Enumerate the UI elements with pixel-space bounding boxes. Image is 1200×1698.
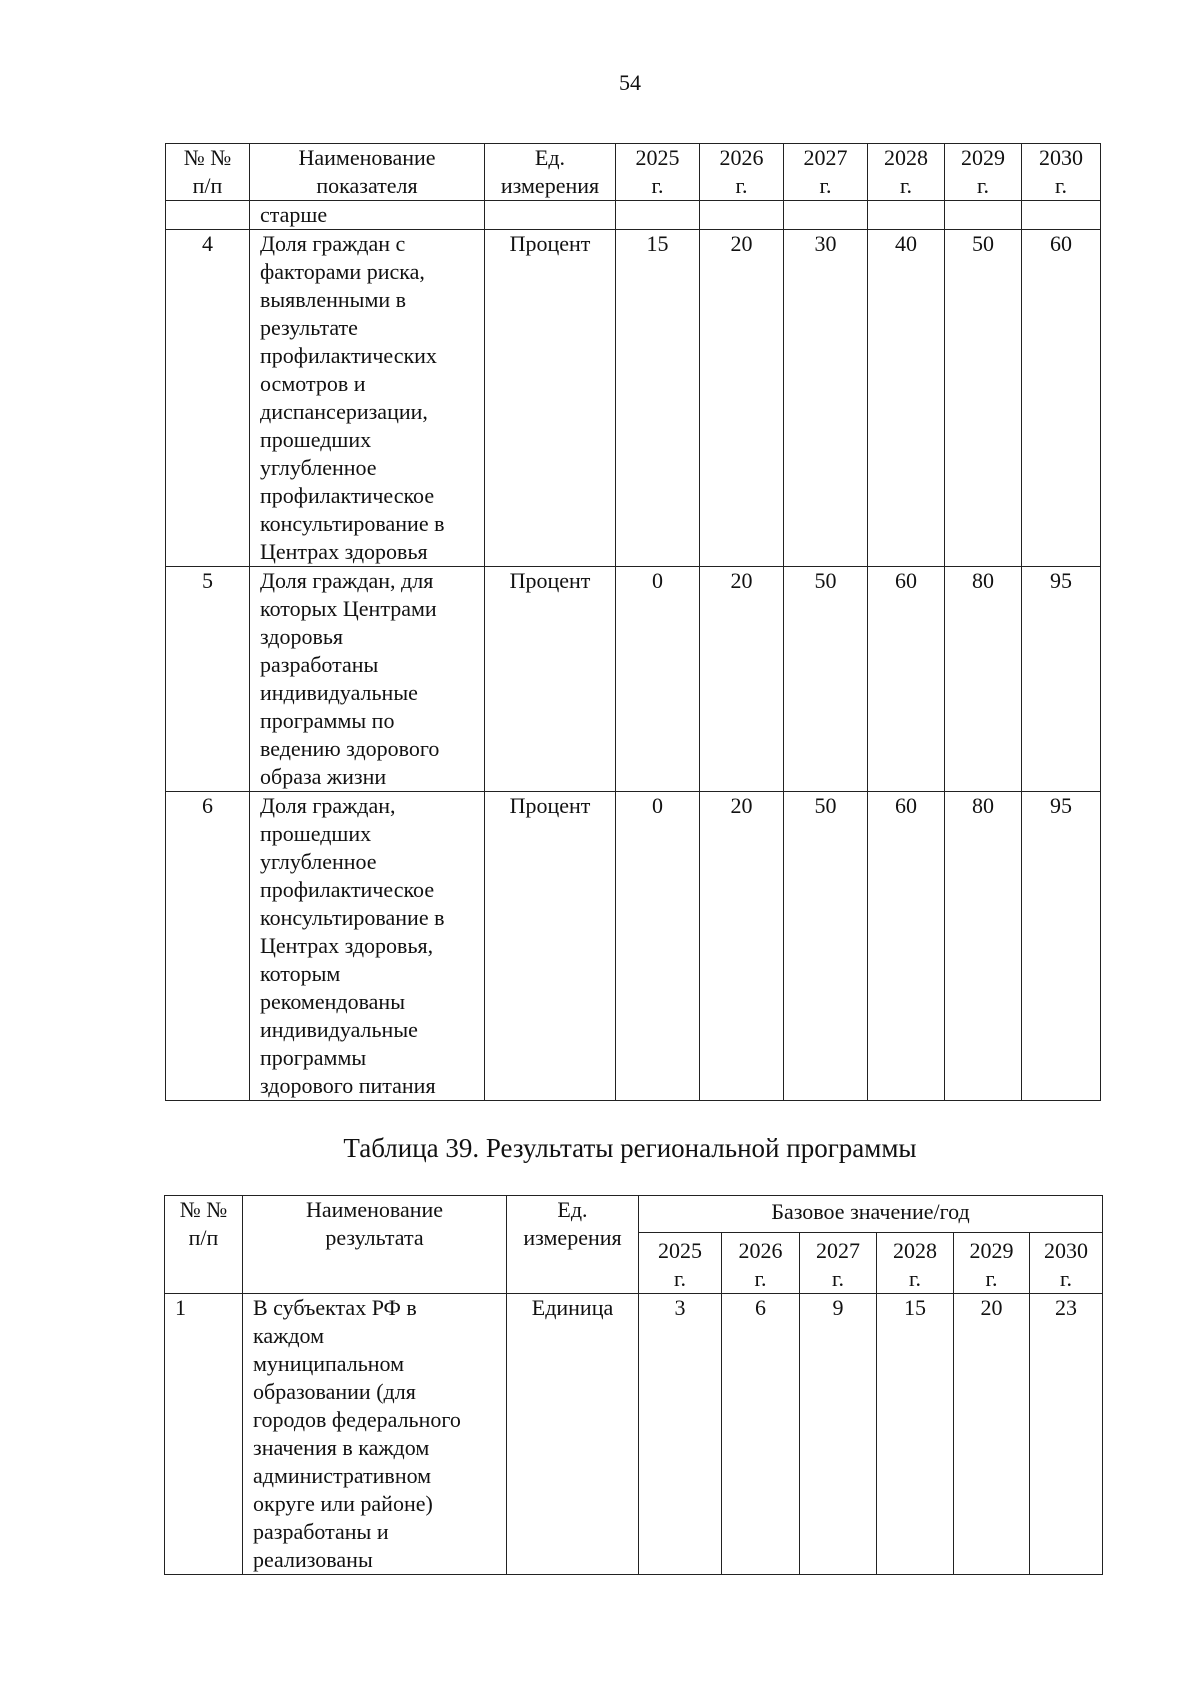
value-2027: 50 — [784, 567, 868, 792]
table-row — [166, 230, 1101, 567]
row-num: 6 — [166, 792, 250, 1101]
value-2026: 20 — [700, 230, 784, 567]
row-num: 4 — [166, 230, 250, 567]
row-unit: Процент — [485, 792, 616, 1101]
row-name: Доля граждан, для которых Центрами здоровья разработаны индивидуальные программы по ведению здорового образа жизни — [250, 567, 485, 792]
row-name: Доля граждан, прошедших углубленное профилактическое консультирование в Центрах здоровья, которым рекомендованы индивидуальные программы здорового питания — [250, 792, 485, 1101]
value-2027: 50 — [784, 792, 868, 1101]
value-2027: 9 — [800, 1294, 877, 1575]
header-year-2026: 2026 г. — [722, 1233, 800, 1294]
value-2025: 3 — [639, 1294, 722, 1575]
header-year-2030: 2030 г. — [1022, 144, 1101, 201]
row-unit: Единица — [507, 1294, 639, 1575]
header-unit: Ед. измерения — [485, 144, 616, 201]
header-year-2028: 2028 г. — [868, 144, 945, 201]
value-2029: 50 — [945, 230, 1022, 567]
value-2029: 80 — [945, 792, 1022, 1101]
header-num: № № п/п — [165, 1196, 243, 1294]
value-2025: 0 — [616, 792, 700, 1101]
value-2025: 15 — [616, 230, 700, 567]
header-year-2026: 2026 г. — [700, 144, 784, 201]
value-2026: 20 — [700, 567, 784, 792]
header-name: Наименование показателя — [250, 144, 485, 201]
header-year-2025: 2025 г. — [616, 144, 700, 201]
value-2030: 95 — [1022, 567, 1101, 792]
header-base-value: Базовое значение/год — [639, 1196, 1103, 1233]
value-2030: 60 — [1022, 230, 1101, 567]
row-name: Доля граждан с факторами риска, выявленными в результате профилактических осмотров и диспансеризации, прошедших углубленное профилактическое консультирование в Центрах здоровья — [250, 230, 485, 567]
value-2028: 40 — [868, 230, 945, 567]
value-2028: 60 — [868, 792, 945, 1101]
table-header-row — [165, 1196, 1103, 1233]
header-year-2029: 2029 г. — [954, 1233, 1030, 1294]
header-year-2027: 2027 г. — [784, 144, 868, 201]
header-unit: Ед. измерения — [507, 1196, 639, 1294]
table-header-row — [166, 144, 1101, 201]
value-2025: 0 — [616, 567, 700, 792]
table-caption: Таблица 39. Результаты региональной программы — [343, 1133, 917, 1163]
value-2028: 60 — [868, 567, 945, 792]
value-2029: 20 — [954, 1294, 1030, 1575]
header-year-2027: 2027 г. — [800, 1233, 877, 1294]
value-2029: 80 — [945, 567, 1022, 792]
table-row — [165, 1294, 1103, 1575]
header-year-2029: 2029 г. — [945, 144, 1022, 201]
header-year-2028: 2028 г. — [877, 1233, 954, 1294]
results-table — [164, 1195, 1103, 1575]
value-2027: 30 — [784, 230, 868, 567]
table-row-continuation — [166, 201, 1101, 230]
row-name: В субъектах РФ в каждом муниципальном образовании (для городов федерального значения в каждом административном округе или районе) разработаны и реализованы — [243, 1294, 507, 1575]
row-num: 1 — [165, 1294, 243, 1575]
header-num: № № п/п — [166, 144, 250, 201]
page-number: 54 — [619, 70, 641, 95]
header-name: Наименование результата — [243, 1196, 507, 1294]
value-2028: 15 — [877, 1294, 954, 1575]
continuation-text: старше — [250, 201, 485, 230]
header-year-2025: 2025 г. — [639, 1233, 722, 1294]
value-2026: 20 — [700, 792, 784, 1101]
row-unit: Процент — [485, 230, 616, 567]
row-num: 5 — [166, 567, 250, 792]
table-row — [166, 567, 1101, 792]
value-2030: 23 — [1030, 1294, 1103, 1575]
value-2030: 95 — [1022, 792, 1101, 1101]
table-row — [166, 792, 1101, 1101]
header-year-2030: 2030 г. — [1030, 1233, 1103, 1294]
value-2026: 6 — [722, 1294, 800, 1575]
indicators-table — [165, 143, 1101, 1101]
row-unit: Процент — [485, 567, 616, 792]
